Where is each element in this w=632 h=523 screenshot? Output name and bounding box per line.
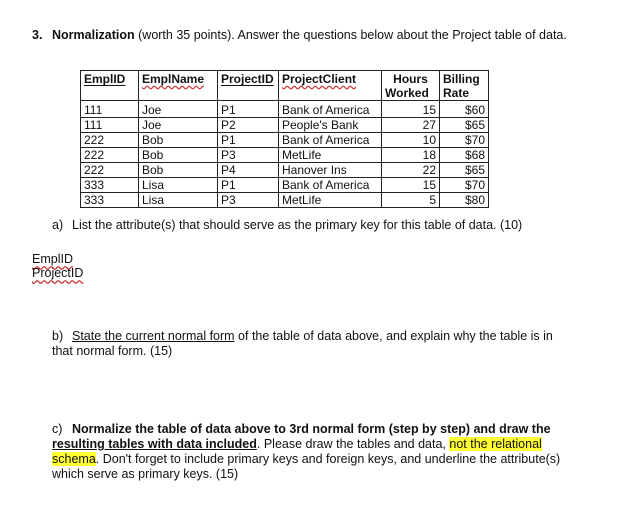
part-c-rest: . Don't forget to include primary keys and foreign keys, and underline the attribute(s) which serve as primary keys. (15) (52, 452, 561, 481)
part-c (52, 422, 564, 482)
project-table (80, 70, 489, 208)
table-cell: $68 (440, 148, 489, 163)
table-cell: $70 (440, 133, 489, 148)
table-cell: P4 (218, 163, 279, 178)
question-number: 3. (32, 28, 43, 42)
table-cell: $65 (440, 118, 489, 133)
table-row (81, 178, 489, 193)
table-row (81, 148, 489, 163)
part-a-text: List the attribute(s) that should serve as the primary key for this table of data. (10) (72, 218, 523, 232)
header-emplid: EmplID (81, 71, 139, 101)
table-row (81, 101, 489, 118)
part-a (52, 218, 572, 233)
table-cell: $60 (440, 101, 489, 118)
table-cell: 222 (81, 163, 139, 178)
table-cell: 27 (382, 118, 440, 133)
table-cell: 10 (382, 133, 440, 148)
table-cell: P3 (218, 148, 279, 163)
table-cell: MetLife (279, 193, 382, 208)
question-intro: (worth 35 points). Answer the questions below about the Project table of data. (134, 28, 567, 42)
part-c-bold-underlined: resulting tables with data included (52, 437, 257, 451)
table-cell: MetLife (279, 148, 382, 163)
part-c-bold: Normalize the table of data above to 3rd normal form (step by step) and draw the (72, 422, 551, 436)
table-row (81, 163, 489, 178)
table-row (81, 193, 489, 208)
answer-emplid: EmplID (32, 252, 73, 266)
table-cell: P1 (218, 178, 279, 193)
table-cell: P1 (218, 133, 279, 148)
table-cell: 333 (81, 193, 139, 208)
question-text (52, 28, 572, 43)
table-cell: Lisa (139, 178, 218, 193)
question-title: Normalization (52, 28, 135, 42)
table-cell: 333 (81, 178, 139, 193)
table-cell: Bob (139, 163, 218, 178)
table-cell: P1 (218, 101, 279, 118)
table-cell: Bank of America (279, 178, 382, 193)
answer-projectid: ProjectID (32, 266, 84, 280)
table-cell: $80 (440, 193, 489, 208)
part-c-label: c) (52, 422, 63, 436)
table-cell: Hanover Ins (279, 163, 382, 178)
table-cell: $70 (440, 178, 489, 193)
header-projectclient: ProjectClient (279, 71, 382, 101)
part-a-answer (32, 252, 83, 280)
part-c-highlight: not the relational schema (52, 437, 542, 466)
table-cell: 18 (382, 148, 440, 163)
table-cell: Joe (139, 118, 218, 133)
header-projectid: ProjectID (218, 71, 279, 101)
table-cell: 222 (81, 133, 139, 148)
table-cell: Bank of America (279, 133, 382, 148)
table-cell: Bob (139, 133, 218, 148)
table-cell: P2 (218, 118, 279, 133)
table-cell: 5 (382, 193, 440, 208)
table-cell: Bank of America (279, 101, 382, 118)
part-b (52, 329, 572, 359)
header-emplname: EmplName (139, 71, 218, 101)
table-cell: 222 (81, 148, 139, 163)
table-cell: Lisa (139, 193, 218, 208)
part-b-label: b) (52, 329, 64, 343)
header-billing-rate: Billing Rate (440, 71, 489, 101)
header-hours-worked: Hours Worked (382, 71, 440, 101)
part-b-text: of the table of data above, and explain why the table is in that normal form. (15) (52, 329, 553, 358)
table-cell: 22 (382, 163, 440, 178)
table-cell: Joe (139, 101, 218, 118)
table-cell: $65 (440, 163, 489, 178)
table-cell: People's Bank (279, 118, 382, 133)
table-row (81, 118, 489, 133)
table-header-row (81, 71, 489, 101)
table-cell: Bob (139, 148, 218, 163)
part-c-after: . Please draw the tables and data, (256, 437, 450, 451)
part-a-label: a) (52, 218, 64, 232)
part-b-underlined: State the current normal form (72, 329, 235, 343)
table-cell: 15 (382, 101, 440, 118)
table-cell: 15 (382, 178, 440, 193)
table-row (81, 133, 489, 148)
table-cell: 111 (81, 118, 139, 133)
table-cell: P3 (218, 193, 279, 208)
table-cell: 111 (81, 101, 139, 118)
